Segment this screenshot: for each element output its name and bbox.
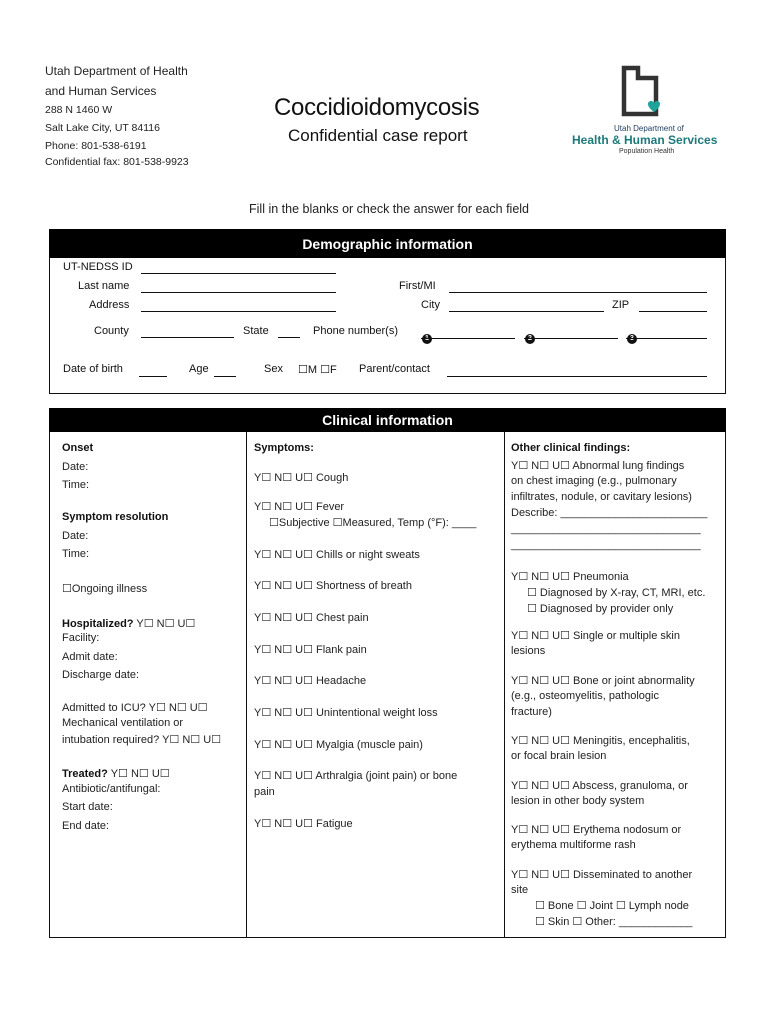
nedss-field[interactable] — [141, 273, 336, 274]
finding-pneumonia[interactable]: Y☐ N☐ U☐ Pneumonia — [511, 571, 629, 583]
symptom-flank-pain[interactable]: Y☐ N☐ U☐ Flank pain — [254, 644, 367, 656]
sex-options[interactable]: ☐M ☐F — [298, 364, 337, 376]
instructions: Fill in the blanks or check the answer for each field — [249, 202, 529, 216]
utah-state-logo-icon — [618, 64, 666, 120]
zip-label: ZIP — [612, 299, 630, 311]
symptom-fever-detail[interactable]: ☐Subjective ☐Measured, Temp (°F): ____ — [269, 517, 477, 529]
clinical-divider-1 — [246, 432, 247, 938]
logo-population-health: Population Health — [619, 148, 675, 155]
resolution-heading: Symptom resolution — [62, 511, 169, 523]
address-label: Address — [89, 299, 130, 311]
phone-marker-3: 3 — [627, 327, 637, 345]
phone-field-3[interactable] — [626, 338, 707, 339]
finding-pneumonia-provider[interactable]: ☐ Diagnosed by provider only — [527, 603, 674, 615]
first-mi-label: First/MI — [399, 280, 436, 292]
finding-pneumonia-imaging[interactable]: ☐ Diagnosed by X-ray, CT, MRI, etc. — [527, 587, 706, 599]
hospitalized-row[interactable] — [62, 614, 195, 632]
finding-lung-line2: on chest imaging (e.g., pulmonary — [511, 475, 677, 487]
symptom-chills[interactable]: Y☐ N☐ U☐ Chills or night sweats — [254, 549, 420, 561]
treatment-end-date[interactable]: End date: — [62, 820, 110, 832]
dob-field[interactable] — [139, 376, 167, 377]
phone-label: Phone number(s) — [313, 325, 398, 337]
resolution-date[interactable]: Date: — [62, 530, 89, 542]
discharge-date[interactable]: Discharge date: — [62, 669, 140, 681]
icu-question[interactable]: Admitted to ICU? Y☐ N☐ U☐ — [62, 702, 208, 714]
treated-row[interactable] — [62, 764, 170, 782]
finding-disseminated-cont: site — [511, 884, 529, 896]
clinical-section — [49, 408, 726, 938]
finding-bone-joint-line2: (e.g., osteomyelitis, pathologic — [511, 690, 659, 702]
finding-lung-describe-line2[interactable]: _______________________________ — [511, 523, 701, 535]
onset-date[interactable]: Date: — [62, 461, 89, 473]
page-title: Coccidioidomycosis — [274, 94, 480, 121]
symptom-fatigue[interactable]: Y☐ N☐ U☐ Fatigue — [254, 818, 353, 830]
onset-time[interactable]: Time: — [62, 479, 90, 491]
county-label: County — [94, 325, 129, 337]
facility[interactable]: Facility: — [62, 632, 100, 644]
org-address-line1: 288 N 1460 W — [45, 104, 113, 116]
ventilation-question-line2[interactable]: intubation required? Y☐ N☐ U☐ — [62, 734, 222, 746]
demographic-header: Demographic information — [49, 229, 726, 258]
finding-lung[interactable]: Y☐ N☐ U☐ Abnormal lung findings — [511, 460, 685, 472]
finding-disseminated-sites-1[interactable]: ☐ Bone ☐ Joint ☐ Lymph node — [535, 900, 689, 912]
org-fax: Confidential fax: 801-538-9923 — [45, 156, 189, 168]
city-label: City — [421, 299, 440, 311]
symptom-cough[interactable]: Y☐ N☐ U☐ Cough — [254, 472, 349, 484]
phone-marker-1: 1 — [422, 327, 432, 345]
first-mi-field[interactable] — [449, 292, 707, 293]
resolution-time[interactable]: Time: — [62, 548, 90, 560]
finding-bone-joint-line3: fracture) — [511, 706, 552, 718]
onset-heading: Onset — [62, 442, 94, 454]
org-name-line1: Utah Department of Health — [45, 64, 188, 78]
finding-meningitis-cont: or focal brain lesion — [511, 750, 607, 762]
finding-lung-describe-line3[interactable]: _______________________________ — [511, 539, 701, 551]
dob-label: Date of birth — [63, 363, 123, 375]
treatment-start-date[interactable]: Start date: — [62, 801, 113, 813]
finding-disseminated[interactable]: Y☐ N☐ U☐ Disseminated to another — [511, 869, 693, 881]
finding-skin-lesions[interactable]: Y☐ N☐ U☐ Single or multiple skin — [511, 630, 680, 642]
symptom-chest-pain[interactable]: Y☐ N☐ U☐ Chest pain — [254, 612, 369, 624]
state-field[interactable] — [278, 337, 300, 338]
finding-abscess-cont: lesion in other body system — [511, 795, 645, 807]
treated-options[interactable]: Y☐ N☐ U☐ — [107, 768, 170, 780]
finding-lung-line3: infiltrates, nodule, or cavitary lesions) — [511, 491, 692, 503]
age-field[interactable] — [214, 376, 236, 377]
hospitalized-options[interactable]: Y☐ N☐ U☐ — [133, 618, 196, 630]
org-name-line2: and Human Services — [45, 84, 157, 98]
last-name-label: Last name — [78, 280, 130, 292]
finding-bone-joint[interactable]: Y☐ N☐ U☐ Bone or joint abnormality — [511, 675, 695, 687]
finding-disseminated-sites-2[interactable]: ☐ Skin ☐ Other: ____________ — [535, 916, 693, 928]
clinical-header: Clinical information — [49, 408, 726, 432]
symptom-weight-loss[interactable]: Y☐ N☐ U☐ Unintentional weight loss — [254, 707, 438, 719]
phone-field-2[interactable] — [524, 338, 618, 339]
symptom-fever[interactable]: Y☐ N☐ U☐ Fever — [254, 501, 345, 513]
parent-contact-label: Parent/contact — [359, 363, 430, 375]
phone-field-1[interactable] — [421, 338, 515, 339]
nedss-label: UT-NEDSS ID — [63, 261, 133, 273]
sex-label: Sex — [264, 363, 283, 375]
symptom-shortness-of-breath[interactable]: Y☐ N☐ U☐ Shortness of breath — [254, 580, 412, 592]
other-findings-heading: Other clinical findings: — [511, 442, 631, 454]
city-field[interactable] — [449, 311, 604, 312]
org-phone: Phone: 801-538-6191 — [45, 140, 147, 152]
symptom-arthralgia[interactable]: Y☐ N☐ U☐ Arthralgia (joint pain) or bone — [254, 770, 458, 782]
age-label: Age — [189, 363, 209, 375]
logo-dept-name: Health & Human Services — [572, 133, 718, 147]
finding-erythema-cont: erythema multiforme rash — [511, 839, 636, 851]
finding-erythema[interactable]: Y☐ N☐ U☐ Erythema nodosum or — [511, 824, 682, 836]
finding-lung-describe[interactable]: Describe: ________________________ — [511, 507, 708, 519]
admit-date[interactable]: Admit date: — [62, 651, 118, 663]
parent-contact-field[interactable] — [447, 376, 707, 377]
symptoms-heading: Symptoms: — [254, 442, 314, 454]
org-address-line2: Salt Lake City, UT 84116 — [45, 122, 160, 134]
finding-meningitis[interactable]: Y☐ N☐ U☐ Meningitis, encephalitis, — [511, 735, 690, 747]
last-name-field[interactable] — [141, 292, 336, 293]
ongoing-illness-checkbox[interactable]: ☐Ongoing illness — [62, 583, 148, 595]
treated-heading: Treated? — [62, 768, 108, 780]
symptom-arthralgia-cont: pain — [254, 786, 275, 798]
page-subtitle: Confidential case report — [288, 126, 468, 145]
antibiotic-field[interactable]: Antibiotic/antifungal: — [62, 783, 161, 795]
clinical-divider-2 — [504, 432, 505, 938]
state-label: State — [243, 325, 269, 337]
zip-field[interactable] — [639, 311, 707, 312]
county-field[interactable] — [141, 337, 234, 338]
address-field[interactable] — [141, 311, 336, 312]
finding-skin-lesions-cont: lesions — [511, 645, 546, 657]
hospitalized-heading: Hospitalized? — [62, 618, 134, 630]
logo-dept-small-text: Utah Department of — [614, 124, 684, 133]
finding-abscess[interactable]: Y☐ N☐ U☐ Abscess, granuloma, or — [511, 780, 688, 792]
symptom-headache[interactable]: Y☐ N☐ U☐ Headache — [254, 675, 367, 687]
ventilation-question-line1: Mechanical ventilation or — [62, 717, 184, 729]
symptom-myalgia[interactable]: Y☐ N☐ U☐ Myalgia (muscle pain) — [254, 739, 423, 751]
phone-marker-2: 2 — [525, 327, 535, 345]
